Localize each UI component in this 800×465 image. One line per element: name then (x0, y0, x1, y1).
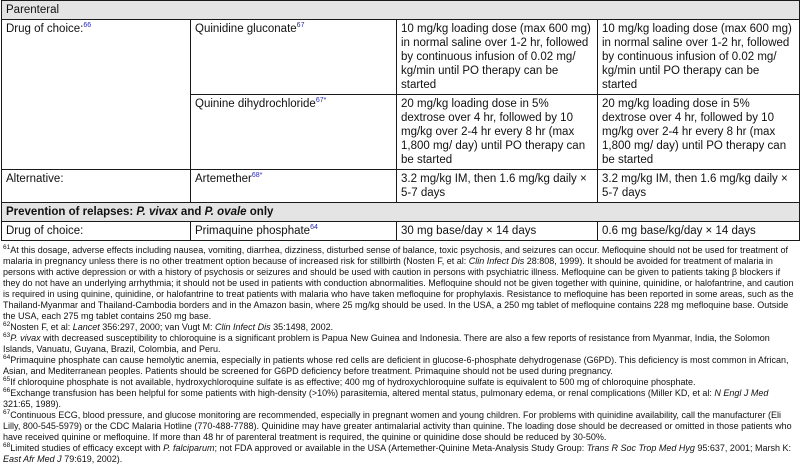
footnote-65: $^{65}$If chloroquine phosphate is not available, hydroxychloroquine sulfate is as effective; 400 mg of hydroxychloroquine sulfate is equivalent to 500 mg of chloroquine phosphate. (3, 376, 696, 387)
drug-table-page (1, 0, 799, 465)
footnote-66: $^{66}$Exchange transfusion has been helpful for some patients with high-density (>10%) parasitemia, altered mental status, pulmonary edema, or renal complications (Miller KD, et al: N Engl J Med 321:65, 1989). (3, 387, 769, 409)
footnote-ref: 66 (83, 22, 92, 30)
table-row (2, 170, 800, 203)
adult-dose-quinidine: 10 mg/kg loading dose (max 600 mg) in normal saline over 1-2 hr, followed by continuous infusion of 0.02 mg/ kg/min until PO therapy can be started (397, 20, 598, 95)
footnote-61: $^{61}$At this dosage, adverse effects including nausea, vomiting, diarrhea, dizziness, disturbed sense of balance, toxic psychosis, and seizures can occur. Mefloquine should not be used for treatment of malaria in pregnancy unless there is no other treatment option because of increased risk for stillbirth (Nosten F, et al: Clin Infect Dis 28:808, 1999). It should be avoided for treatment of malaria in persons with active depression or with a history of psychosis or seizures and should be used with caution in persons with psychiatric illness. Mefloquine can be given to patients taking β blockers if they do not have an underlying arrhythmia; it should not be used in patients with conduction abnormalities. Mefloquine should not be given together with quinine, quinidine, or halofantrine, and caution is required in using quinine, quinidine, or halofantrine to treat patients with malaria who have taken mefloquine for prophylaxis. Resistance to mefloquine has been reported in some areas, such as the Thailand-Myanmar and Thailand-Cambodia borders and in the Amazon basin, where 25 mg/kg should be used. In the USA, a 250 mg tablet of mefloquine contains 228 mg mefloquine base. Outside the USA, each 275 mg tablet contains 250 mg base. (3, 244, 794, 321)
footnote-ref: 68* (251, 172, 263, 180)
section-heading-prevention: Prevention of relapses: P. vivax and P. ovale only (2, 203, 800, 222)
section-heading-parenteral: Parenteral (2, 1, 800, 20)
footnote-64: $^{64}$Primaquine phosphate can cause hemolytic anemia, especially in patients whose red cells are deficient in glucose-6-phosphate dehydrogenase (G6PD). This deficiency is most common in African, Asian, and Mediterranean peoples. Patients should be screened for G6PD deficiency before treatment. Primaquine should not be used during pregnancy. (3, 354, 789, 376)
footnote-ref: 67 (296, 22, 305, 30)
row-label-alternative: Alternative: (2, 170, 191, 203)
table-row (2, 20, 800, 95)
pediatric-dose-quinine: 20 mg/kg loading dose in 5% dextrose over 4 hr, followed by 10 mg/kg over 2-4 hr every 8 hr (max 1,800 mg/ day) until PO therapy can be started (598, 95, 800, 170)
drug-name-artemether: Artemether$^{68*}$ (191, 170, 397, 203)
footnote-ref: 67* (315, 97, 327, 105)
malaria-treatment-table (1, 0, 800, 241)
section-row-prevention (2, 203, 800, 222)
footnote-62: $^{62}$Nosten F, et al: Lancet 356:297, 2000; van Vugt M: Clin Infect Dis 35:1498, 2002. (3, 321, 334, 332)
footnote-ref: 64 (310, 224, 318, 232)
footnote-68: $^{68}$Limited studies of efficacy except with P. falciparum; not FDA approved or available in the USA (Artemether-Quinine Meta-Analysis Study Group: Trans R Soc Trop Med Hyg 95:637, 2001; Marsh K: East Afr Med J 79:619, 2002). (3, 442, 791, 464)
drug-name-quinine: Quinine dihydrochloride$^{67*}$ (191, 95, 397, 170)
footnotes (1, 241, 799, 465)
pediatric-dose-primaquine: 0.6 mg base/kg/day × 14 days (598, 222, 800, 241)
adult-dose-quinine: 20 mg/kg loading dose in 5% dextrose over 4 hr, followed by 10 mg/kg over 2-4 hr every 8 hr (max 1,800 mg/ day) until PO therapy can be started (397, 95, 598, 170)
section-row-parenteral (2, 1, 800, 20)
adult-dose-primaquine: 30 mg base/day × 14 days (397, 222, 598, 241)
row-label-drug-of-choice-prevention: Drug of choice: (2, 222, 191, 241)
row-label-drug-of-choice: Drug of choice:$^{66}$ (2, 20, 191, 170)
adult-dose-artemether: 3.2 mg/kg IM, then 1.6 mg/kg daily × 5-7 days (397, 170, 598, 203)
drug-name-primaquine: Primaquine phosphate$^{64}$ (191, 222, 397, 241)
drug-name-quinidine: Quinidine gluconate$^{67}$ (191, 20, 397, 95)
footnote-67: $^{67}$Continuous ECG, blood pressure, and glucose monitoring are recommended, especially in pregnant women and young children. For problems with quinidine availability, call the manufacturer (Eli Lilly, 800-545-5979) or the CDC Malaria Hotline (770-488-7788). Quinidine may have greater antimalarial activity than quinine. The loading dose should be decreased or omitted in those patients who have received quinine or mefloquine. If more than 48 hr of parenteral treatment is required, the quinine or quinidine dose should be reduced by 30-50%. (3, 409, 792, 442)
pediatric-dose-artemether: 3.2 mg/kg IM, then 1.6 mg/kg daily × 5-7 days (598, 170, 800, 203)
table-row (2, 222, 800, 241)
pediatric-dose-quinidine: 10 mg/kg loading dose (max 600 mg) in normal saline over 1-2 hr, followed by continuous infusion of 0.02 mg/ kg/min until PO therapy can be started (598, 20, 800, 95)
footnote-63: $^{63}$P. vivax with decreased susceptibility to chloroquine is a significant problem is Papua New Guinea and Indonesia. There are also a few reports of resistance from Myanmar, India, the Solomon Islands, Vanuatu, Guyana, Brazil, Colombia, and Peru. (3, 332, 770, 354)
